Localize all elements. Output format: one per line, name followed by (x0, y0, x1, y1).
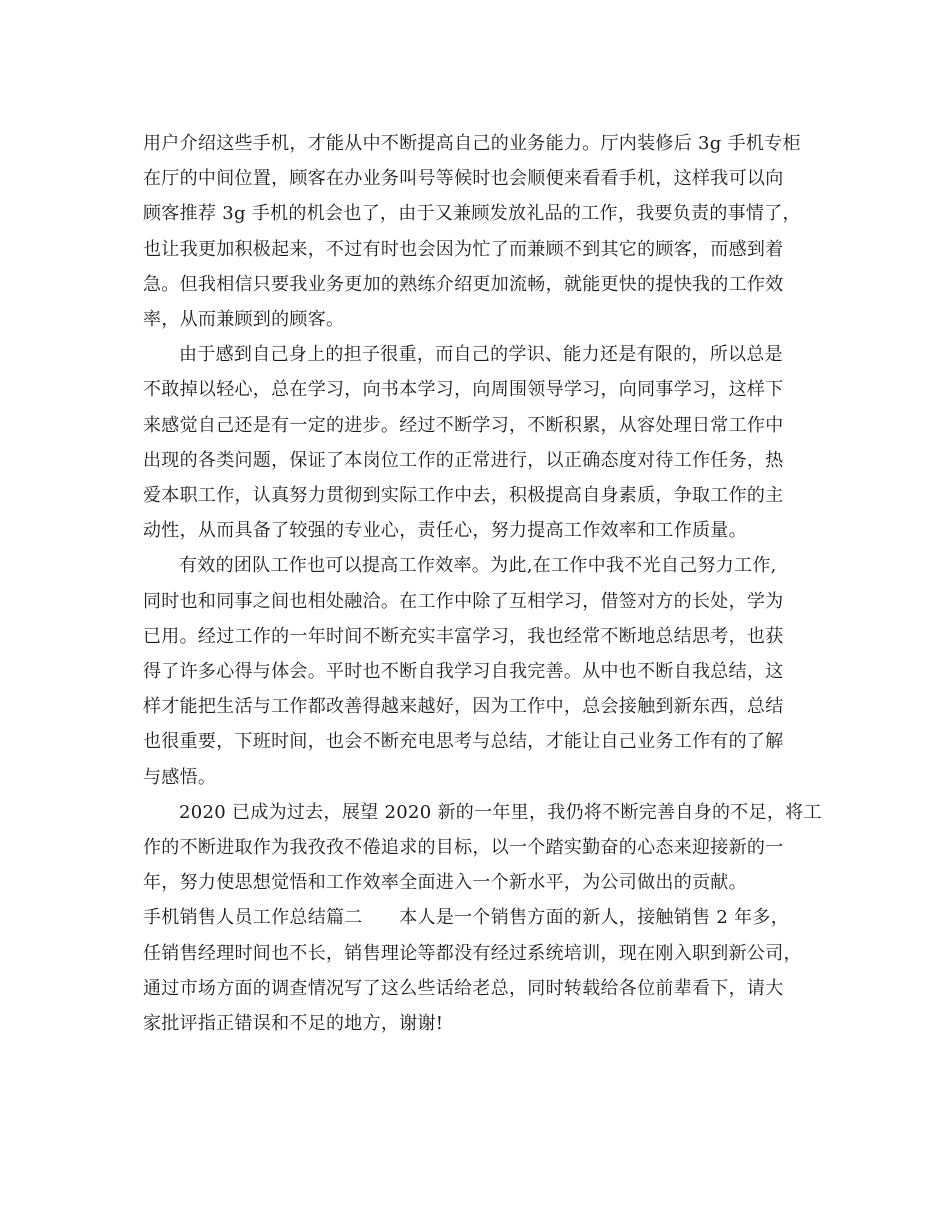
paragraph-2 (143, 337, 808, 548)
paragraph-4 (143, 795, 822, 901)
paragraph-1 (143, 126, 808, 337)
text-line: 急。但我相信只要我业务更加的熟练介绍更加流畅，就能更快的提快我的工作效 (143, 273, 784, 295)
text-line: 动性，从而具备了较强的专业心，责任心，努力提高工作效率和工作质量。 (143, 520, 747, 542)
text-line: 手机销售人员工作总结篇二 本人是一个销售方面的新人，接触销售 2 年多， (143, 907, 789, 929)
text-line: 已用。经过工作的一年时间不断充实丰富学习，我也经常不断地总结思考，也获 (143, 625, 784, 647)
text-line: 率，从而兼顾到的顾客。 (143, 309, 345, 331)
text-line: 样才能把生活与工作都改善得越来越好，因为工作中，总会接触到新东西，总结 (143, 696, 784, 718)
text-line: 任销售经理时间也不长，销售理论等都没有经过系统培训，现在刚入职到新公司， (143, 942, 802, 964)
text-line: 年，努力使思想觉悟和工作效率全面进入一个新水平，为公司做出的贡献。 (143, 872, 747, 894)
text-line: 由于感到自己身上的担子很重，而自己的学识、能力还是有限的，所以总是 (179, 344, 783, 366)
paragraph-5 (143, 900, 808, 1041)
text-line: 有效的团队工作也可以提高工作效率。为此,在工作中我不光自己努力工作, (179, 555, 777, 577)
text-line: 来感觉自己还是有一定的进步。经过不断学习，不断积累，从容处理日常工作中 (143, 414, 784, 436)
text-line: 与感悟。 (143, 766, 217, 788)
text-line: 不敢掉以轻心，总在学习，向书本学习，向周围领导学习，向同事学习，这样下 (143, 379, 784, 401)
text-line: 也让我更加积极起来，不过有时也会因为忙了而兼顾不到其它的顾客，而感到着 (143, 238, 784, 260)
paragraph-3 (143, 548, 808, 794)
text-line: 得了许多心得与体会。平时也不断自我学习自我完善。从中也不断自我总结，这 (143, 661, 784, 683)
text-line: 通过市场方面的调查情况写了这么些话给老总，同时转载给各位前辈看下，请大 (143, 977, 784, 999)
text-line: 同时也和同事之间也相处融洽。在工作中除了互相学习，借签对方的长处，学为 (143, 590, 784, 612)
text-line: 在厅的中间位置，顾客在办业务叫号等候时也会顺便来看看手机，这样我可以向 (143, 168, 784, 190)
text-line: 作的不断进取作为我孜孜不倦追求的目标，以一个踏实勤奋的心态来迎接新的一 (143, 837, 784, 859)
document-body (143, 126, 822, 1041)
text-line: 家批评指正错误和不足的地方，谢谢! (143, 1013, 444, 1035)
text-line: 也很重要，下班时间，也会不断充电思考与总结，才能让自己业务工作有的了解 (143, 731, 784, 753)
text-line: 爱本职工作，认真努力贯彻到实际工作中去，积极提高自身素质，争取工作的主 (143, 485, 784, 507)
text-line: 出现的各类问题，保证了本岗位工作的正常进行，以正确态度对待工作任务，热 (143, 449, 784, 471)
text-line: 用户介绍这些手机，才能从中不断提高自己的业务能力。厅内装修后 3g 手机专柜 (143, 133, 801, 154)
text-line: 顾客推荐 3g 手机的机会也了，由于又兼顾发放礼品的工作，我要负责的事情了， (143, 203, 801, 225)
text-line: 2020 已成为过去，展望 2020 新的一年里，我仍将不断完善自身的不足，将工 (179, 801, 822, 823)
